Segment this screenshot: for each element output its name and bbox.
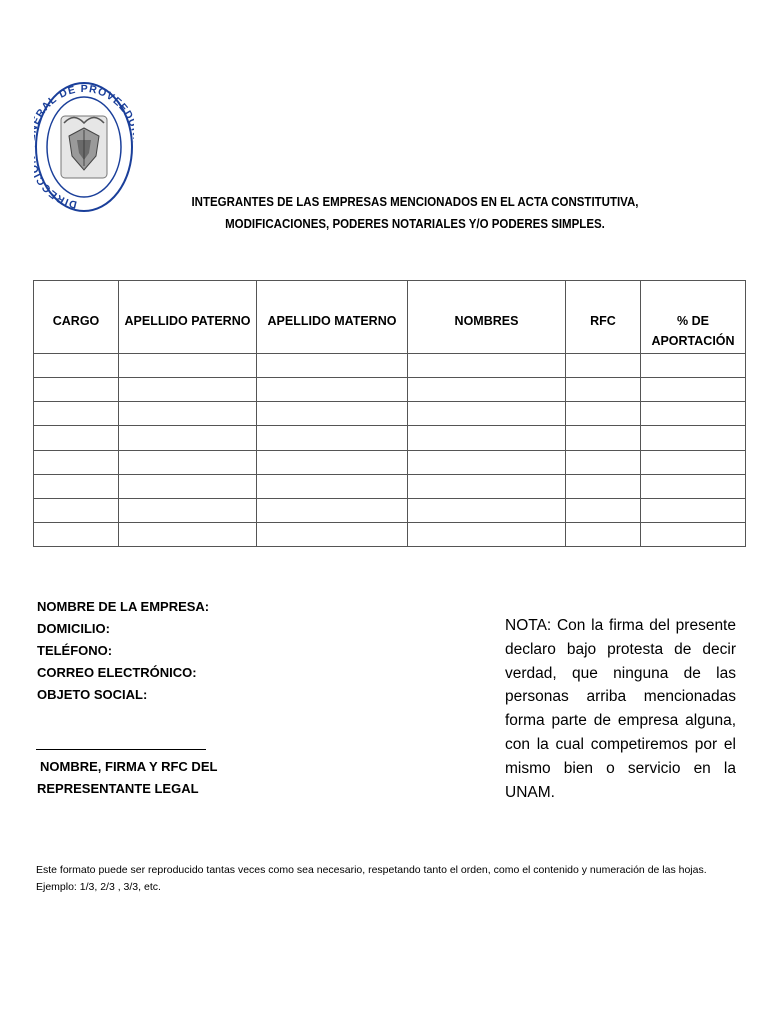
cell-nombres[interactable] bbox=[408, 402, 566, 426]
cell-apellido-materno[interactable] bbox=[257, 498, 408, 522]
footer-line-2: Ejemplo: 1/3, 2/3 , 3/3, etc. bbox=[36, 881, 161, 893]
table-row bbox=[34, 522, 746, 546]
table-row bbox=[34, 450, 746, 474]
cell-nombres[interactable] bbox=[408, 378, 566, 402]
cell-cargo[interactable] bbox=[34, 402, 119, 426]
cell-nombres[interactable] bbox=[408, 426, 566, 450]
title-line-1: INTEGRANTES DE LAS EMPRESAS MENCIONADOS EN EL ACTA CONSTITUTIVA, bbox=[191, 195, 639, 209]
nota-declaration: NOTA: Con la firma del presente declaro bajo protesta de decir verdad, que ninguna de las personas arriba mencionadas forma parte de empresa alguna, con la cual competiremos por el mismo bien o servicio en la UNAM. bbox=[505, 617, 736, 801]
footer-line-1: Este formato puede ser reproducido tantas veces como sea necesario, respetando tanto el orden, como el contenido y numeración de las hojas. bbox=[36, 864, 707, 876]
cell-rfc[interactable] bbox=[566, 474, 641, 498]
cell-cargo[interactable] bbox=[34, 378, 119, 402]
cell-apellido-paterno[interactable] bbox=[119, 402, 257, 426]
cell-rfc[interactable] bbox=[566, 426, 641, 450]
cell-nombres[interactable] bbox=[408, 354, 566, 378]
title-line-2: MODIFICACIONES, PODERES NOTARIALES Y/O PODERES SIMPLES. bbox=[225, 217, 605, 231]
cell-rfc[interactable] bbox=[566, 378, 641, 402]
unam-crest-icon bbox=[61, 116, 107, 178]
cell-rfc[interactable] bbox=[566, 522, 641, 546]
cell-rfc[interactable] bbox=[566, 498, 641, 522]
footer-note bbox=[36, 862, 707, 896]
field-nombre-empresa: NOMBRE DE LA EMPRESA: bbox=[37, 599, 210, 614]
cell-apellido-materno[interactable] bbox=[257, 426, 408, 450]
cell-aportacion[interactable] bbox=[641, 402, 746, 426]
cell-apellido-paterno[interactable] bbox=[119, 378, 257, 402]
cell-apellido-materno[interactable] bbox=[257, 474, 408, 498]
cell-apellido-paterno[interactable] bbox=[119, 450, 257, 474]
table-row bbox=[34, 474, 746, 498]
table-row bbox=[34, 402, 746, 426]
company-info-fields bbox=[37, 596, 209, 706]
cell-rfc[interactable] bbox=[566, 402, 641, 426]
members-table-container bbox=[33, 280, 745, 547]
cell-cargo[interactable] bbox=[34, 522, 119, 546]
cell-cargo[interactable] bbox=[34, 426, 119, 450]
table-row bbox=[34, 426, 746, 450]
header-cargo: CARGO bbox=[34, 281, 119, 354]
cell-apellido-materno[interactable] bbox=[257, 378, 408, 402]
seal-graphic bbox=[34, 78, 134, 218]
header-rfc: RFC bbox=[566, 281, 641, 354]
cell-aportacion[interactable] bbox=[641, 498, 746, 522]
cell-aportacion[interactable] bbox=[641, 474, 746, 498]
cell-apellido-paterno[interactable] bbox=[119, 354, 257, 378]
seal-ring-text: DIRECC RAL DE PROVEE bbox=[34, 82, 131, 211]
table-row bbox=[34, 354, 746, 378]
form-title bbox=[171, 191, 659, 235]
field-correo: CORREO ELECTRÓNICO: bbox=[37, 665, 197, 680]
cell-cargo[interactable] bbox=[34, 450, 119, 474]
cell-aportacion[interactable] bbox=[641, 450, 746, 474]
field-domicilio: DOMICILIO: bbox=[37, 621, 110, 636]
cell-nombres[interactable] bbox=[408, 450, 566, 474]
header-apellido-materno: APELLIDO MATERNO bbox=[257, 281, 408, 354]
cell-aportacion[interactable] bbox=[641, 378, 746, 402]
cell-apellido-materno[interactable] bbox=[257, 450, 408, 474]
table-header-row bbox=[34, 281, 746, 354]
header-aportacion: % DE APORTACIÓN bbox=[641, 281, 746, 354]
cell-rfc[interactable] bbox=[566, 354, 641, 378]
cell-cargo[interactable] bbox=[34, 354, 119, 378]
cell-apellido-materno[interactable] bbox=[257, 354, 408, 378]
cell-apellido-materno[interactable] bbox=[257, 522, 408, 546]
cell-apellido-paterno[interactable] bbox=[119, 426, 257, 450]
cell-rfc[interactable] bbox=[566, 450, 641, 474]
cell-aportacion[interactable] bbox=[641, 354, 746, 378]
cell-nombres[interactable] bbox=[408, 498, 566, 522]
signature-line-2: REPRESENTANTE LEGAL bbox=[37, 781, 199, 796]
signature-line bbox=[36, 749, 206, 750]
header-apellido-paterno: APELLIDO PATERNO bbox=[119, 281, 257, 354]
cell-apellido-materno[interactable] bbox=[257, 402, 408, 426]
cell-nombres[interactable] bbox=[408, 522, 566, 546]
field-objeto-social: OBJETO SOCIAL: bbox=[37, 687, 148, 702]
header-nombres: NOMBRES bbox=[408, 281, 566, 354]
table-row bbox=[34, 378, 746, 402]
cell-apellido-paterno[interactable] bbox=[119, 522, 257, 546]
cell-cargo[interactable] bbox=[34, 498, 119, 522]
cell-nombres[interactable] bbox=[408, 474, 566, 498]
signature-line-1: NOMBRE, FIRMA Y RFC DEL bbox=[40, 759, 218, 774]
members-table bbox=[33, 280, 746, 547]
proveeduria-seal-logo bbox=[34, 78, 134, 218]
table-row bbox=[34, 498, 746, 522]
cell-apellido-paterno[interactable] bbox=[119, 474, 257, 498]
signature-caption bbox=[37, 756, 217, 800]
cell-apellido-paterno[interactable] bbox=[119, 498, 257, 522]
cell-cargo[interactable] bbox=[34, 474, 119, 498]
field-telefono: TELÉFONO: bbox=[37, 643, 113, 658]
cell-aportacion[interactable] bbox=[641, 522, 746, 546]
cell-aportacion[interactable] bbox=[641, 426, 746, 450]
